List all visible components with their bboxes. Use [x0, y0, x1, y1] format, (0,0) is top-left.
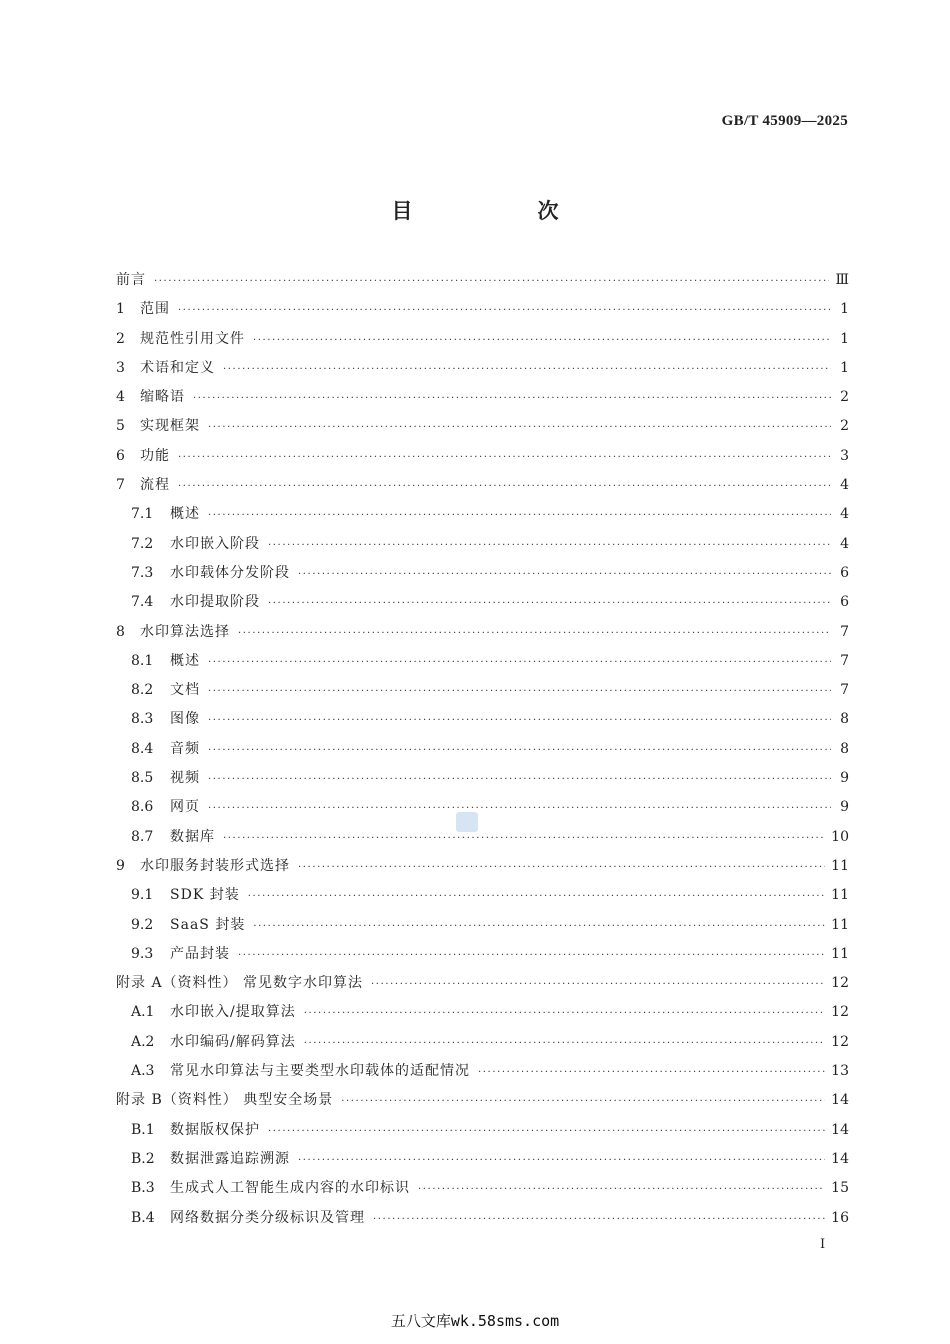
toc-entry-page: 1: [840, 301, 849, 318]
toc-entry-label: 水印算法选择: [140, 623, 230, 640]
toc-entry[interactable]: [116, 855, 849, 884]
toc-entry-label: 音频: [170, 740, 200, 757]
toc-entry-page: 14: [831, 1092, 849, 1109]
toc-entry[interactable]: [116, 1207, 849, 1236]
toc-entry-label: 实现框架: [140, 418, 200, 435]
toc-leader-dots: [268, 1126, 825, 1137]
toc-entry-page: 12: [831, 1033, 849, 1050]
toc-leader-dots: [208, 774, 831, 785]
toc-entry-number: 7: [116, 477, 125, 494]
standard-number: GB/T 45909—2025: [721, 113, 848, 129]
toc-entry-number: 1: [116, 301, 125, 318]
toc-entry-page: 9: [840, 770, 849, 787]
toc-entry[interactable]: [116, 679, 849, 708]
toc-entry[interactable]: [116, 1089, 849, 1118]
toc-entry-label: 范围: [140, 301, 170, 318]
toc-entry-page: 1: [840, 359, 849, 376]
toc-entry-page: 11: [831, 857, 849, 874]
toc-entry[interactable]: [116, 943, 849, 972]
toc-entry-label: 数据库: [170, 828, 215, 845]
toc-entry-number: 3: [116, 359, 125, 376]
toc-leader-dots: [371, 979, 825, 990]
toc-entry-label: 功能: [140, 447, 170, 464]
toc-entry-number: 8.6: [131, 799, 154, 816]
toc-entry[interactable]: [116, 298, 849, 327]
toc-entry-number: B.4: [131, 1209, 155, 1226]
toc-entry-page: 13: [831, 1063, 849, 1080]
toc-entry-number: 8.7: [131, 828, 154, 845]
toc-entry-page: 11: [831, 887, 849, 904]
toc-entry[interactable]: [116, 708, 849, 737]
toc-entry-page: 3: [840, 447, 849, 464]
toc-entry-label: 概述: [170, 506, 200, 523]
toc-entry-number: 7.3: [131, 564, 154, 581]
toc-entry-label: 生成式人工智能生成内容的水印标识: [170, 1180, 410, 1197]
toc-leader-dots: [223, 364, 831, 375]
toc-entry-number: 9.1: [131, 887, 154, 904]
toc-entry-page: 7: [840, 652, 849, 669]
toc-entry-label: 网页: [170, 799, 200, 816]
toc-entry-number: 7.4: [131, 594, 154, 611]
toc-entry-label: 概述: [170, 652, 200, 669]
toc-entry-number: B.1: [131, 1121, 155, 1138]
toc-entry[interactable]: [116, 1148, 849, 1177]
toc-entry-label: 水印提取阶段: [170, 594, 260, 611]
toc-leader-dots: [341, 1096, 825, 1107]
toc-leader-dots: [208, 657, 831, 668]
toc-entry-label: 水印载体分发阶段: [170, 564, 290, 581]
toc-leader-dots: [268, 540, 831, 551]
toc-entry-page: 4: [840, 506, 849, 523]
toc-entry-label: 附录 B（资料性） 典型安全场景: [116, 1092, 334, 1109]
toc-leader-dots: [298, 569, 831, 580]
toc-entry[interactable]: [116, 884, 849, 913]
toc-entry-label: 数据泄露追踪溯源: [170, 1150, 290, 1167]
toc-entry-page: 7: [840, 682, 849, 699]
toc-entry[interactable]: [116, 972, 849, 1001]
toc-entry-label: SDK 封装: [170, 887, 240, 904]
toc-leader-dots: [208, 422, 831, 433]
toc-entry[interactable]: [116, 1031, 849, 1060]
toc-entry-number: 9.2: [131, 916, 154, 933]
toc-leader-dots: [253, 335, 831, 346]
toc-entry[interactable]: [116, 914, 849, 943]
toc-entry-number: 8: [116, 623, 125, 640]
toc-entry-number: 5: [116, 418, 125, 435]
toc-entry-label: 图像: [170, 711, 200, 728]
toc-entry-page: 15: [831, 1180, 849, 1197]
toc-entry-number: A.3: [131, 1063, 155, 1080]
toc-entry-page: 1: [840, 330, 849, 347]
toc-entry-label: 数据版权保护: [170, 1121, 260, 1138]
toc-leader-dots: [208, 510, 831, 521]
toc-entry-label: 前言: [116, 272, 146, 288]
toc-entry-number: B.2: [131, 1150, 155, 1167]
toc-entry[interactable]: [116, 650, 849, 679]
toc-entry-number: 8.2: [131, 682, 154, 699]
toc-leader-dots: [268, 598, 831, 609]
toc-entry-page: 6: [840, 564, 849, 581]
toc-entry[interactable]: [116, 1060, 849, 1089]
toc-entry-label: 产品封装: [170, 945, 230, 962]
toc-entry-page: 16: [831, 1209, 849, 1226]
toc-entry[interactable]: [116, 738, 849, 767]
toc-entry[interactable]: [116, 415, 849, 444]
watermark-stamp-icon: [456, 812, 478, 832]
toc-entry[interactable]: [116, 445, 849, 474]
toc-entry-label: 网络数据分类分级标识及管理: [170, 1209, 365, 1226]
toc-entry[interactable]: [116, 386, 849, 415]
toc-leader-dots: [154, 276, 829, 287]
toc-entry[interactable]: [116, 1177, 849, 1206]
toc-entry[interactable]: [116, 269, 849, 298]
toc-entry-label: 常见水印算法与主要类型水印载体的适配情况: [170, 1063, 470, 1080]
table-of-contents: [116, 269, 849, 1236]
toc-entry[interactable]: [116, 1001, 849, 1030]
toc-entry-label: 视频: [170, 770, 200, 787]
toc-entry-page: 2: [840, 389, 849, 406]
toc-entry[interactable]: [116, 474, 849, 503]
toc-leader-dots: [223, 833, 825, 844]
toc-entry-page: 2: [840, 418, 849, 435]
toc-entry[interactable]: [116, 357, 849, 386]
toc-entry[interactable]: [116, 826, 849, 855]
toc-entry-number: 8.4: [131, 740, 154, 757]
toc-leader-dots: [178, 452, 831, 463]
toc-leader-dots: [208, 715, 831, 726]
toc-entry-page: 12: [831, 975, 849, 992]
toc-entry-label: 附录 A（资料性） 常见数字水印算法: [116, 975, 364, 992]
toc-entry[interactable]: [116, 767, 849, 796]
toc-entry-label: 流程: [140, 477, 170, 494]
toc-entry-page: 10: [831, 828, 849, 845]
toc-leader-dots: [238, 950, 825, 961]
toc-entry-number: 6: [116, 447, 125, 464]
toc-entry-number: 7.2: [131, 535, 154, 552]
toc-leader-dots: [178, 481, 831, 492]
toc-entry-number: 7.1: [131, 506, 154, 523]
toc-entry-page: 11: [831, 945, 849, 962]
toc-entry[interactable]: [116, 328, 849, 357]
toc-entry-number: 8.5: [131, 770, 154, 787]
toc-leader-dots: [373, 1214, 825, 1225]
toc-leader-dots: [238, 628, 831, 639]
page-number: Ⅰ: [820, 1237, 826, 1252]
toc-entry-label: 水印服务封装形式选择: [140, 857, 290, 874]
toc-entry-number: 9: [116, 857, 125, 874]
toc-entry-label: 术语和定义: [140, 359, 215, 376]
toc-entry[interactable]: [116, 621, 849, 650]
toc-entry-number: 8.3: [131, 711, 154, 728]
toc-entry[interactable]: [116, 503, 849, 532]
toc-entry-label: 文档: [170, 682, 200, 699]
toc-leader-dots: [478, 1067, 825, 1078]
toc-entry-label: 水印嵌入阶段: [170, 535, 260, 552]
toc-entry-page: 14: [831, 1121, 849, 1138]
toc-entry-page: 6: [840, 594, 849, 611]
toc-entry-number: A.2: [131, 1033, 155, 1050]
toc-entry[interactable]: [116, 562, 849, 591]
toc-entry-label: 水印编码/解码算法: [170, 1033, 296, 1050]
toc-entry-number: B.3: [131, 1180, 155, 1197]
toc-title: 目 次: [391, 199, 611, 223]
toc-leader-dots: [298, 862, 825, 873]
toc-leader-dots: [208, 686, 831, 697]
toc-leader-dots: [193, 393, 831, 404]
toc-entry-page: 4: [840, 477, 849, 494]
toc-leader-dots: [208, 803, 831, 814]
toc-entry[interactable]: [116, 591, 849, 620]
toc-entry-number: 8.1: [131, 652, 154, 669]
toc-leader-dots: [418, 1184, 825, 1195]
toc-leader-dots: [178, 305, 831, 316]
toc-entry-page: 7: [840, 623, 849, 640]
toc-entry[interactable]: [116, 1119, 849, 1148]
toc-leader-dots: [248, 891, 825, 902]
toc-leader-dots: [298, 1155, 825, 1166]
footer-source: 五八文库wk.58sms.com: [390, 1312, 560, 1330]
toc-leader-dots: [304, 1038, 825, 1049]
toc-leader-dots: [304, 1008, 825, 1019]
toc-entry-number: 2: [116, 330, 125, 347]
toc-leader-dots: [208, 745, 831, 756]
toc-entry-page: 9: [840, 799, 849, 816]
toc-entry-label: 水印嵌入/提取算法: [170, 1004, 296, 1021]
toc-entry-page: 8: [840, 740, 849, 757]
toc-entry-label: 规范性引用文件: [140, 330, 245, 347]
toc-entry-number: 4: [116, 389, 125, 406]
toc-entry-page: 14: [831, 1150, 849, 1167]
toc-entry[interactable]: [116, 796, 849, 825]
toc-entry-page: 12: [831, 1004, 849, 1021]
toc-entry[interactable]: [116, 533, 849, 562]
toc-entry-label: SaaS 封装: [170, 916, 246, 933]
toc-entry-number: A.1: [131, 1004, 155, 1021]
toc-entry-number: 9.3: [131, 945, 154, 962]
toc-leader-dots: [253, 921, 825, 932]
toc-entry-label: 缩略语: [140, 389, 185, 406]
toc-entry-page: 8: [840, 711, 849, 728]
toc-entry-page: Ⅲ: [835, 272, 849, 288]
toc-entry-page: 4: [840, 535, 849, 552]
toc-entry-page: 11: [831, 916, 849, 933]
